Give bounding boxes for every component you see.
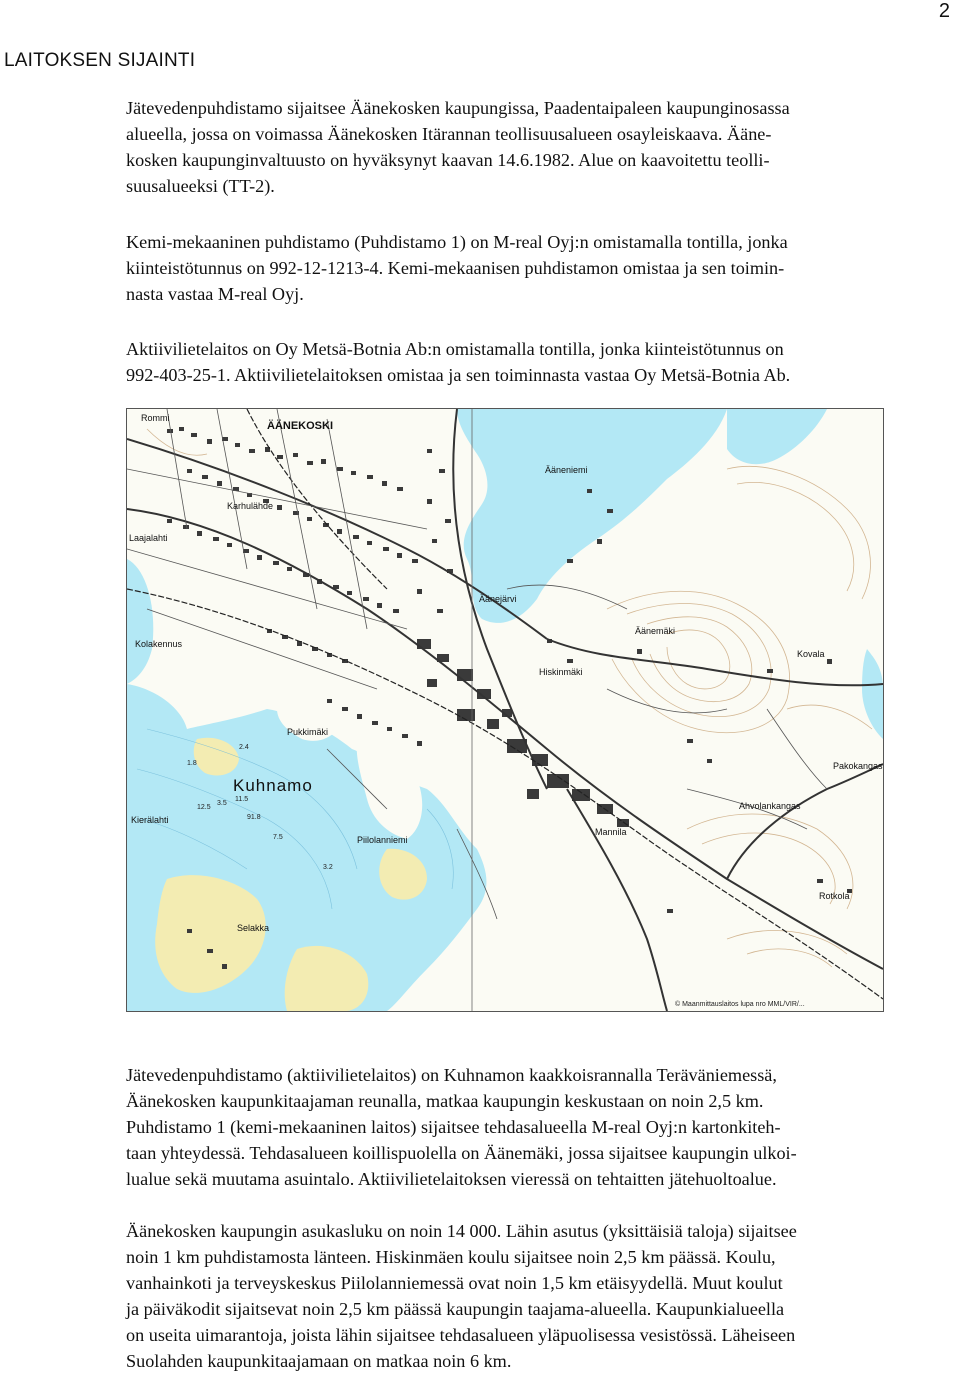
map-drawing	[127, 409, 883, 1011]
map-label-kolakennus: Kolakennus	[135, 639, 183, 649]
text-line: Suolahden kaupunkitaajamaan on matkaa noin 6 km.	[126, 1351, 512, 1371]
map-label-hiskinmaki: Hiskinmäki	[539, 667, 583, 677]
map-label-kuhnamo: Kuhnamo	[233, 776, 313, 795]
map-depth: 3.2	[323, 864, 333, 871]
text-line: Puhdistamo 1 (kemi-mekaaninen laitos) sijaitsee tehdasalueella M-real Oyj:n kartonkiteh-	[126, 1117, 781, 1137]
map-label-laajalahti: Laajalahti	[129, 533, 168, 543]
text-line: kosken kaupunginvaltuusto on hyväksynyt kaavan 14.6.1982. Alue on kaavoitettu teolli-	[126, 150, 770, 170]
map-depth: 1.8	[187, 760, 197, 767]
text-line: noin 1 km puhdistamosta länteen. Hiskinmäen koulu sijaitsee noin 2,5 km päässä. Koulu,	[126, 1247, 776, 1267]
map-label-kovala: Kovala	[797, 649, 825, 659]
text-line: kiinteistötunnus on 992-12-1213-4. Kemi-mekaanisen puhdistamon omistaa ja sen toimin-	[126, 258, 785, 278]
section-heading: LAITOKSEN SIJAINTI	[4, 50, 196, 71]
map-depth: 2.4	[239, 744, 249, 751]
text-line: Jätevedenpuhdistamo (aktiivilietelaitos) on Kuhnamon kaakkoisrannalla Teräväniemessä,	[126, 1065, 777, 1085]
map-depth: 91.8	[247, 814, 261, 821]
map-depth: 12.5	[197, 804, 211, 811]
map-label-aanenniemi: Ääneniemi	[545, 465, 588, 475]
paragraph-plant-1	[126, 229, 934, 307]
text-line: nasta vastaa M-real Oyj.	[126, 284, 304, 304]
text-line: on useita uimarantoja, joista lähin sijaitsee tehdasalueen yläpuolisessa vesistössä. Läheiseen	[126, 1325, 796, 1345]
text-line: Aktiivilietelaitos on Oy Metsä-Botnia Ab:n omistamalla tontilla, jonka kiinteistötunnus on	[126, 339, 784, 359]
paragraph-population	[126, 1218, 934, 1374]
paragraph-activated-sludge	[126, 336, 934, 388]
map-label-karhulahde: Karhulähde	[227, 501, 274, 511]
map-label-ahvolankangas: Ahvolankangas	[739, 801, 801, 811]
text-line: Jätevedenpuhdistamo sijaitsee Äänekosken kaupungissa, Paadentaipaleen kaupunginosassa	[126, 98, 790, 118]
location-map	[126, 408, 884, 1012]
map-label-piilolanniemi: Piilolanniemi	[357, 835, 408, 845]
map-label-mannila: Mannila	[595, 827, 627, 837]
map-label-selakka: Selakka	[237, 923, 270, 933]
text-line: alueella, jossa on voimassa Äänekosken Itärannan teollisuusalueen osayleiskaava. Ääne-	[126, 124, 772, 144]
map-label-aanekoski: ÄÄNEKOSKI	[267, 420, 334, 432]
text-line: suusalueeksi (TT-2).	[126, 176, 275, 196]
map-label-pukkimaki: Pukkimäki	[287, 727, 329, 737]
map-label-aanemaki: Äänemäki	[635, 626, 676, 636]
text-line: Äänekosken kaupunkitaajaman reunalla, matkaa kaupungin keskustaan on noin 2,5 km.	[126, 1091, 764, 1111]
text-line: lualue sekä muutama asuintalo. Aktiivilietelaitoksen vieressä on tehtaitten jätehuoltoalue.	[126, 1169, 777, 1189]
map-label-kieralahti: Kierälahti	[131, 815, 169, 825]
paragraph-location	[126, 95, 934, 199]
text-line: vanhainkoti ja terveyskeskus Piilolanniemessä ovat noin 1,5 km etäisyydellä. Muut koulut	[126, 1273, 783, 1293]
map-depth: 3.5	[217, 800, 227, 807]
map-depth: 11.5	[235, 796, 249, 803]
text-line: Kemi-mekaaninen puhdistamo (Puhdistamo 1) on M-real Oyj:n omistamalla tontilla, jonka	[126, 232, 788, 252]
page-number: 2	[938, 0, 950, 22]
map-label-pakokangas: Pakokangas	[833, 761, 883, 771]
map-label-romm: Rommi	[141, 413, 170, 423]
text-line: ja päiväkodit sijaitsevat noin 2,5 km päässä kaupungin taajama-alueella. Kaupunkialueella	[126, 1299, 785, 1319]
map-label-aanejarvi: Äänejärvi	[479, 594, 517, 604]
text-line: 992-403-25-1. Aktiivilietelaitoksen omistaa ja sen toiminnasta vastaa Oy Metsä-Botnia Ab.	[126, 365, 791, 385]
map-label-rotkola: Rotkola	[819, 891, 850, 901]
paragraph-plant-location	[126, 1062, 934, 1192]
text-line: Äänekosken kaupungin asukasluku on noin 14 000. Lähin asutus (yksittäisiä taloja) sijaitsee	[126, 1221, 797, 1241]
map-depth: 7.5	[273, 834, 283, 841]
map-copyright: © Maanmittauslaitos lupa nro MML/VIR/...	[675, 1001, 805, 1008]
text-line: taan yhteydessä. Tehdasalueen koillispuolella on Äänemäki, jossa sijaitsee kaupungin ulkoi-	[126, 1143, 797, 1163]
